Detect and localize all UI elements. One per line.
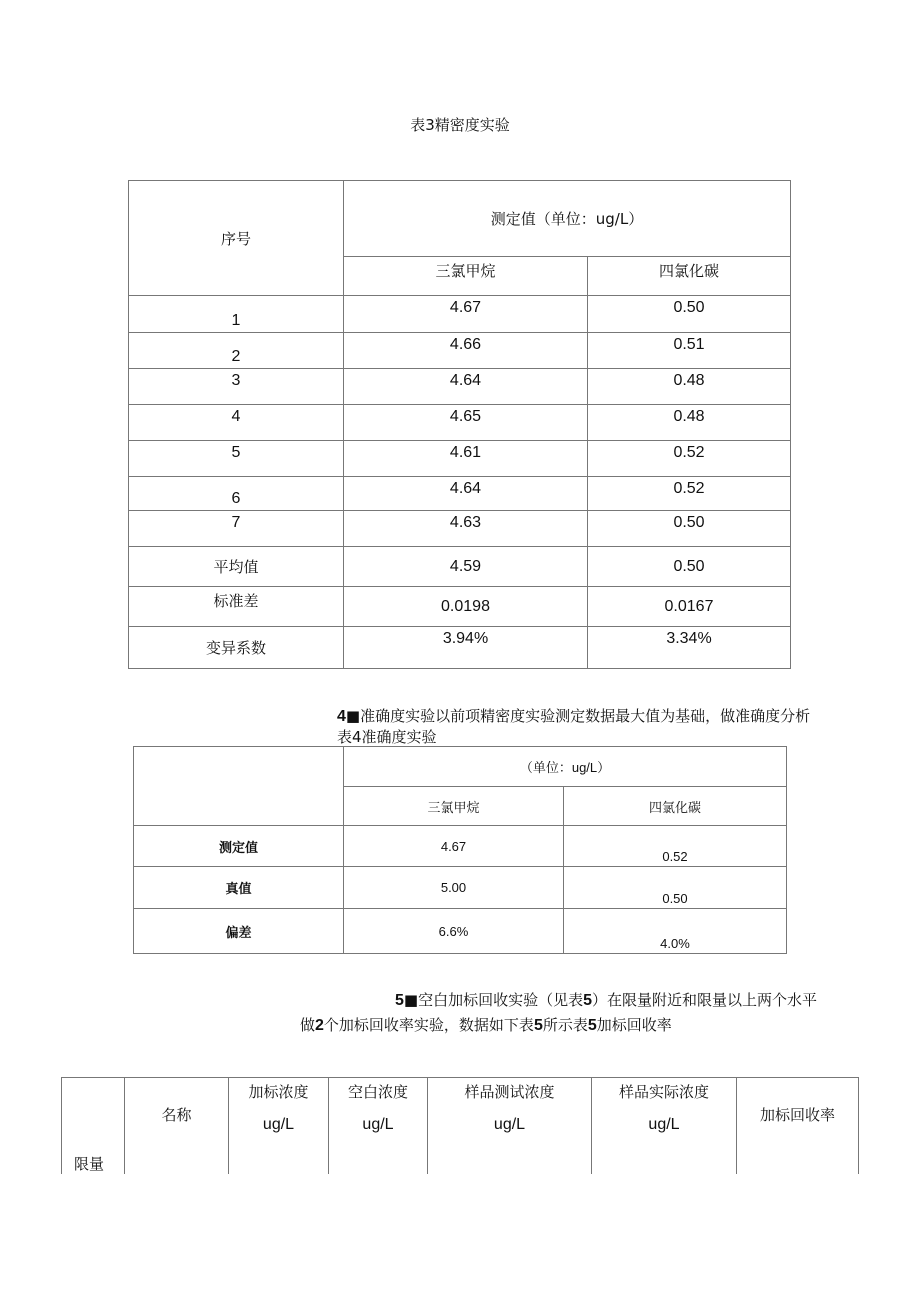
table-row: 测定值 4.67 0.52 xyxy=(134,826,787,867)
section4-paragraph xyxy=(337,706,810,748)
table4-title: 表4准确度实验 xyxy=(337,728,437,746)
table-row: 1 4.67 0.50 xyxy=(129,296,791,333)
header-name: 名称 xyxy=(125,1078,229,1175)
table3-title: 表3精密度实验 xyxy=(410,116,510,134)
section4-number: 4 xyxy=(337,708,346,725)
header-spike: 加标浓度 ug/L xyxy=(229,1078,329,1175)
header-col1: 三氯甲烷 xyxy=(344,257,588,296)
recovery-table xyxy=(61,1077,859,1174)
section5-paragraph: 5■空白加标回收实验（见表5）在限量附近和限量以上两个水平 做2个加标回收率实验，数据如下表5所示表5加标回收率 xyxy=(300,991,818,1034)
header-col2: 四氯化碳 xyxy=(588,257,791,296)
header-seq: 序号 xyxy=(129,181,344,296)
table-row: 5 4.61 0.52 xyxy=(129,441,791,477)
table-row: 6 4.64 0.52 xyxy=(129,477,791,511)
table4-corner xyxy=(134,747,344,826)
table-row: 3 4.64 0.48 xyxy=(129,369,791,405)
table-row: 7 4.63 0.50 xyxy=(129,511,791,547)
accuracy-table xyxy=(133,746,787,954)
table-row: 标准差 0.0198 0.0167 xyxy=(129,587,791,627)
header-sample-test: 样品测试浓度 ug/L xyxy=(428,1078,592,1175)
table4-col1: 三氯甲烷 xyxy=(344,787,564,826)
table-row: 4 4.65 0.48 xyxy=(129,405,791,441)
header-measured: 测定值（单位：ug/L） xyxy=(344,181,791,257)
table-row xyxy=(62,1078,859,1175)
table-row: 变异系数 3.94% 3.34% xyxy=(129,627,791,669)
table-row: 平均值 4.59 0.50 xyxy=(129,547,791,587)
table-row: 2 4.66 0.51 xyxy=(129,333,791,369)
header-sample-actual: 样品实际浓度 ug/L xyxy=(592,1078,737,1175)
table4-col2: 四氯化碳 xyxy=(564,787,787,826)
table-row: 真值 5.00 0.50 xyxy=(134,867,787,909)
header-blank: 空白浓度 ug/L xyxy=(329,1078,428,1175)
header-limit: 限量 xyxy=(62,1078,125,1175)
table4-unit: （单位：ug/L） xyxy=(344,747,787,787)
precision-table xyxy=(128,180,791,669)
table-row: 偏差 6.6% 4.0% xyxy=(134,909,787,954)
header-recovery: 加标回收率 xyxy=(737,1078,859,1175)
section4-text: ■准确度实验以前项精密度实验测定数据最大值为基础，做准确度分析 xyxy=(345,707,811,725)
